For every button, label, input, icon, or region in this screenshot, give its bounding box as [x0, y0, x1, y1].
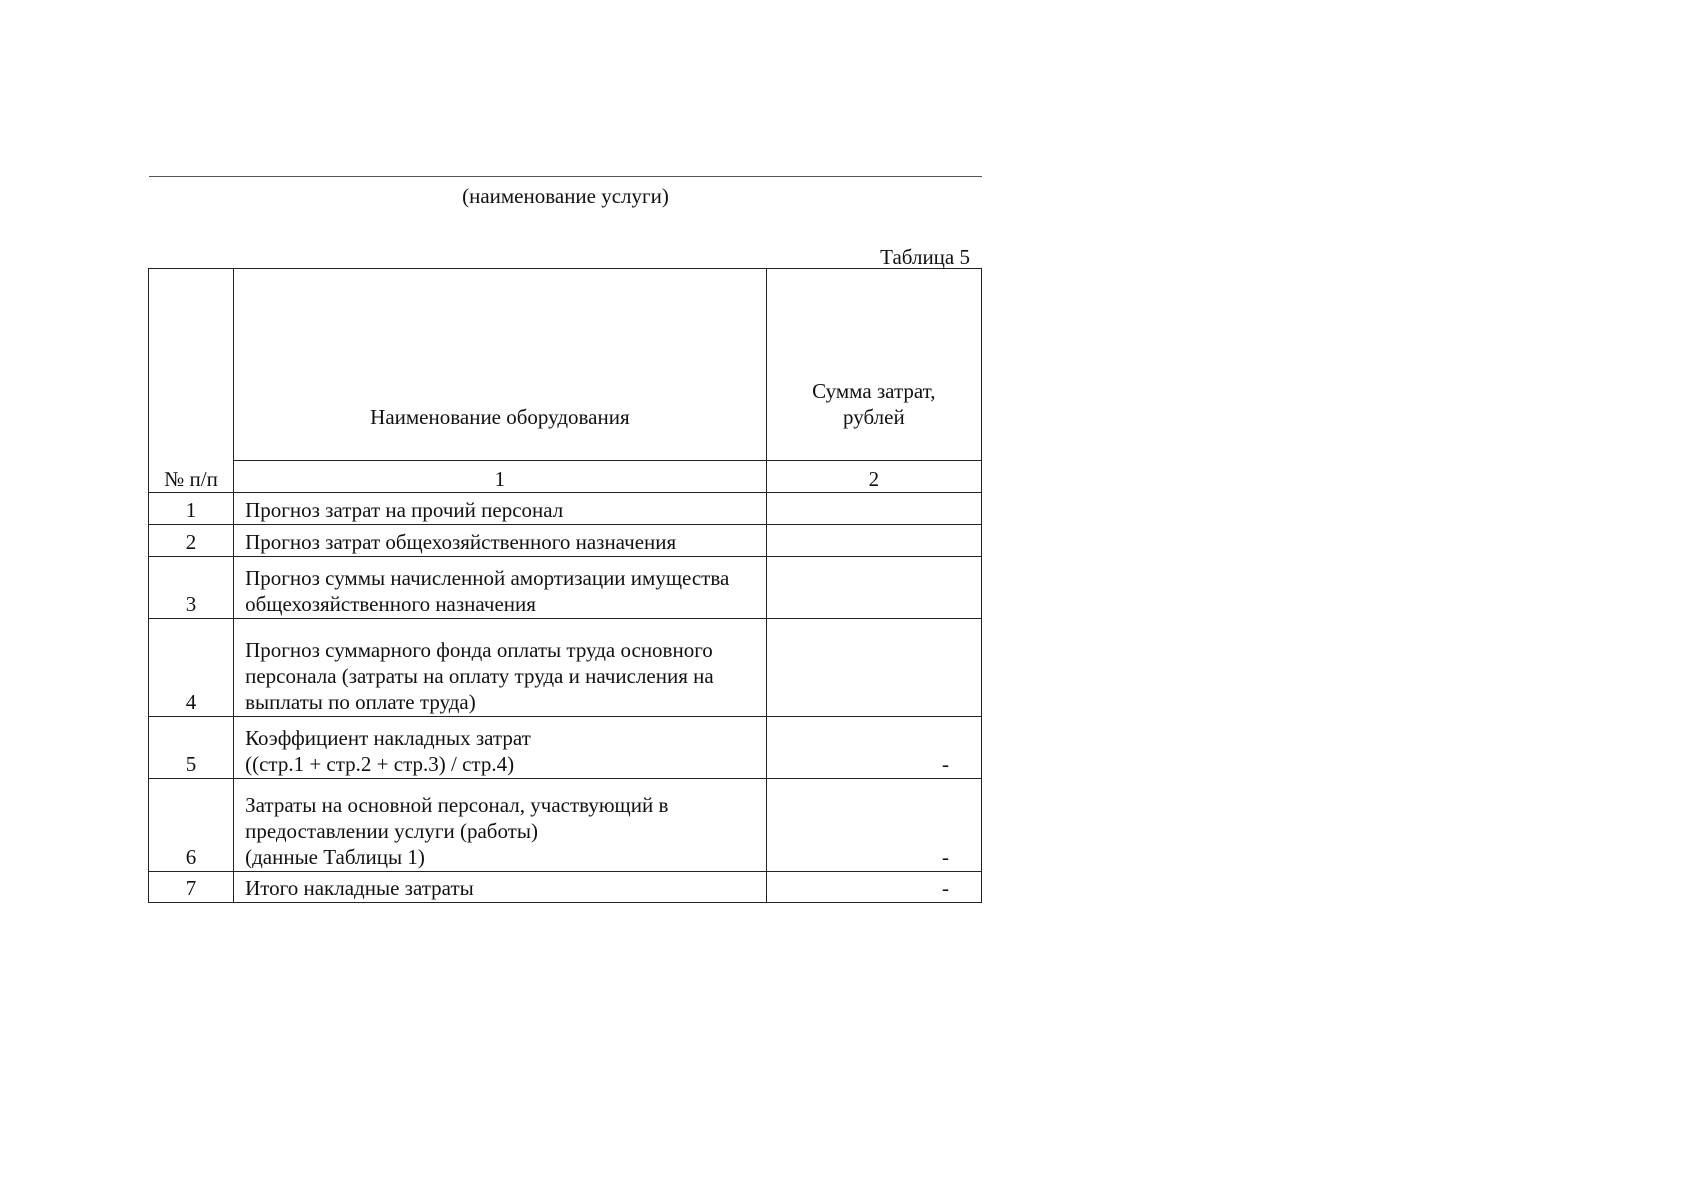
- service-name-line: [149, 176, 982, 177]
- row-name: Итого накладные затраты: [234, 872, 767, 903]
- row-number: 5: [149, 717, 234, 779]
- row-number: 3: [149, 557, 234, 619]
- header-sum-line2: рублей: [843, 405, 905, 429]
- table-row: [149, 619, 982, 717]
- header-row: [149, 269, 982, 461]
- row-number: 4: [149, 619, 234, 717]
- table-row: [149, 717, 982, 779]
- table-row: [149, 525, 982, 557]
- row-name: Прогноз суммарного фонда оплаты труда основного персонала (затраты на оплату труда и начисления на выплаты по оплате труда): [234, 619, 767, 717]
- table-row: [149, 872, 982, 903]
- header-sum: [766, 269, 981, 461]
- overhead-cost-table: [148, 268, 982, 903]
- row-sum: [766, 525, 981, 557]
- header-index-row: [149, 461, 982, 493]
- row-number: 2: [149, 525, 234, 557]
- header-index-1: 1: [234, 461, 767, 493]
- row-name-line2: ((стр.1 + стр.2 + стр.3) / стр.4): [245, 752, 515, 776]
- row-name-line2: (данные Таблицы 1): [245, 845, 425, 869]
- header-index-2: 2: [766, 461, 981, 493]
- header-sum-line1: Сумма затрат,: [812, 379, 936, 403]
- table-row: [149, 779, 982, 872]
- row-name-line1: Затраты на основной персонал, участвующий в предоставлении услуги (работы): [245, 793, 669, 843]
- row-sum: -: [766, 779, 981, 872]
- row-name: Прогноз затрат на прочий персонал: [234, 493, 767, 525]
- table-row: [149, 493, 982, 525]
- row-number: 1: [149, 493, 234, 525]
- row-number: 7: [149, 872, 234, 903]
- row-number: 6: [149, 779, 234, 872]
- header-name: Наименование оборудования: [234, 269, 767, 461]
- row-sum: [766, 493, 981, 525]
- row-sum: [766, 619, 981, 717]
- row-name: Прогноз затрат общехозяйственного назначения: [234, 525, 767, 557]
- service-name-caption: (наименование услуги): [462, 184, 669, 208]
- header-num: № п/п: [149, 269, 234, 493]
- row-sum: -: [766, 872, 981, 903]
- table-row: [149, 557, 982, 619]
- row-name: [234, 717, 767, 779]
- row-name-line1: Коэффициент накладных затрат: [245, 726, 531, 750]
- table-number: Таблица 5: [880, 245, 970, 269]
- row-sum: [766, 557, 981, 619]
- row-name: Прогноз суммы начисленной амортизации имущества общехозяйственного назначения: [234, 557, 767, 619]
- row-sum: -: [766, 717, 981, 779]
- row-name: [234, 779, 767, 872]
